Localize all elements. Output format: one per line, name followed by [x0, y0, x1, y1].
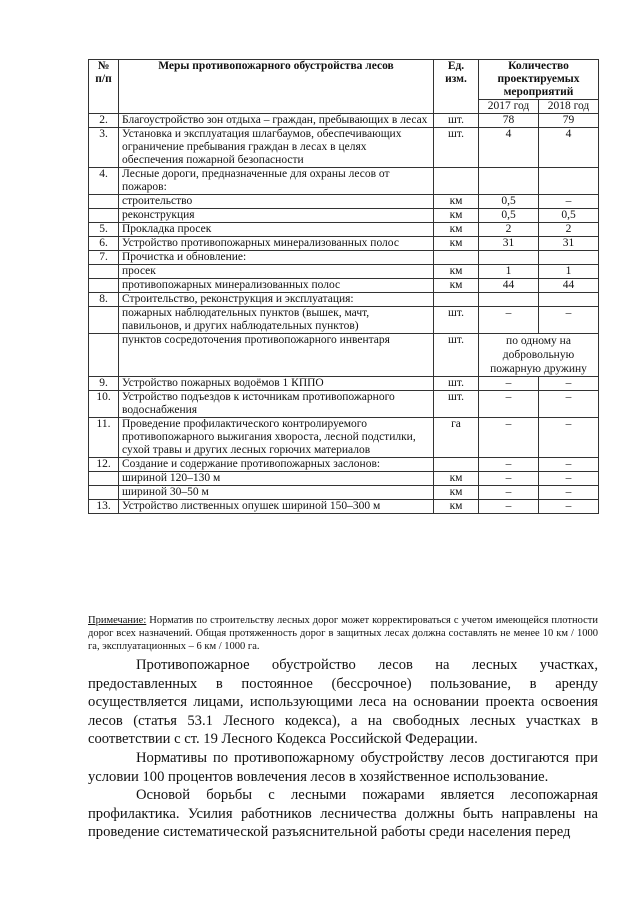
row-unit: км	[434, 223, 479, 237]
table-row	[89, 265, 599, 279]
footnote-text: Норматив по строительству лесных дорог может корректироваться с учетом имеющейся плотности дорог всех назначений. Общая протяженность дорог в защитных лесах должна составлять не менее 10 км / 1000 га, эксплуатационных – 6 км / 1000 га.	[88, 615, 598, 652]
row-value-2018: 44	[539, 279, 599, 293]
row-value-2018: –	[539, 472, 599, 486]
table-row	[89, 307, 599, 334]
row-value-2018: 79	[539, 114, 599, 128]
header-unit: Ед. изм.	[434, 60, 479, 114]
row-unit: км	[434, 486, 479, 500]
row-unit: км	[434, 500, 479, 514]
row-number	[89, 486, 119, 500]
row-text: Лесные дороги, предназначенные для охраны лесов от пожаров:	[119, 168, 434, 195]
table-row	[89, 472, 599, 486]
row-text: просек	[119, 265, 434, 279]
row-number: 4.	[89, 168, 119, 195]
row-unit: км	[434, 195, 479, 209]
header-measures: Меры противопожарного обустройства лесов	[119, 60, 434, 114]
row-unit: шт.	[434, 391, 479, 418]
row-value-2018: –	[539, 458, 599, 472]
row-value-2017: –	[479, 500, 539, 514]
row-value-2017: 31	[479, 237, 539, 251]
row-value-2018: 2	[539, 223, 599, 237]
table-row	[89, 334, 599, 377]
row-number: 6.	[89, 237, 119, 251]
row-text: Строительство, реконструкция и эксплуатация:	[119, 293, 434, 307]
row-unit: шт.	[434, 307, 479, 334]
row-value-2017: 44	[479, 279, 539, 293]
table-row	[89, 237, 599, 251]
row-number: 2.	[89, 114, 119, 128]
row-text: Проведение профилактического контролируемого противопожарного выжигания хвороста, лесной подстилки, сухой травы и других лесных горючих материалов	[119, 418, 434, 458]
row-value-2018: –	[539, 418, 599, 458]
row-number: 3.	[89, 128, 119, 168]
paragraph: Противопожарное обустройство лесов на лесных участках, предоставленных в постоянное (бессрочное) пользование, в аренду осуществляется лицами, использующими леса на основании проекта освоения лесов (статья 53.1 Лесного кодекса), а на свободных лесных участках в соответствии с ст. 19 Лесного Кодекса Российской Федерации.	[88, 657, 598, 748]
row-value-2017: –	[479, 472, 539, 486]
paragraph: Нормативы по противопожарному обустройству лесов достигаются при условии 100 процентов вовлечения лесов в хозяйственное использование.	[88, 749, 598, 785]
row-value-2017: –	[479, 377, 539, 391]
row-number: 12.	[89, 458, 119, 472]
row-value-2018: –	[539, 486, 599, 500]
row-text: Благоустройство зон отдыха – граждан, пребывающих в лесах	[119, 114, 434, 128]
table-body	[89, 114, 599, 514]
table-row	[89, 209, 599, 223]
header-year-2018: 2018 год	[539, 100, 599, 114]
header-number: № п/п	[89, 60, 119, 114]
row-value-2017: 0,5	[479, 195, 539, 209]
row-value-2017: 78	[479, 114, 539, 128]
row-value-2017: 4	[479, 128, 539, 168]
row-number	[89, 334, 119, 377]
row-text: пожарных наблюдательных пунктов (вышек, мачт, павильонов, и других наблюдательных пунктов)	[119, 307, 434, 334]
row-unit: шт.	[434, 334, 479, 377]
table-row	[89, 251, 599, 265]
table-row	[89, 391, 599, 418]
row-value-2018: 31	[539, 237, 599, 251]
row-unit: шт.	[434, 114, 479, 128]
table-row	[89, 486, 599, 500]
row-text: Устройство лиственных опушек шириной 150–300 м	[119, 500, 434, 514]
row-text: Установка и эксплуатация шлагбаумов, обеспечивающих ограничение пребывания граждан в лесах в целях обеспечения пожарной безопасности	[119, 128, 434, 168]
row-text: реконструкция	[119, 209, 434, 223]
table-row	[89, 223, 599, 237]
row-text: Прокладка просек	[119, 223, 434, 237]
row-value-2018	[539, 168, 599, 195]
row-unit: км	[434, 265, 479, 279]
row-number: 7.	[89, 251, 119, 265]
row-value-2017: 1	[479, 265, 539, 279]
row-value-2018: 1	[539, 265, 599, 279]
row-value-2017: 0,5	[479, 209, 539, 223]
row-value-2017: –	[479, 486, 539, 500]
table-footnote	[88, 614, 598, 653]
row-unit	[434, 458, 479, 472]
fire-measures-table	[88, 59, 599, 514]
table-row	[89, 500, 599, 514]
row-unit: шт.	[434, 128, 479, 168]
row-value-2018	[539, 251, 599, 265]
row-value-2017	[479, 251, 539, 265]
row-value-2017	[479, 293, 539, 307]
row-unit: шт.	[434, 377, 479, 391]
row-text: пунктов сосредоточения противопожарного инвентаря	[119, 334, 434, 377]
row-number: 13.	[89, 500, 119, 514]
row-text: противопожарных минерализованных полос	[119, 279, 434, 293]
table-row	[89, 279, 599, 293]
row-value-2018: –	[539, 391, 599, 418]
row-unit	[434, 293, 479, 307]
row-number: 8.	[89, 293, 119, 307]
row-value-2018: 4	[539, 128, 599, 168]
row-text: Устройство подъездов к источникам противопожарного водоснабжения	[119, 391, 434, 418]
row-value-merged: по одному на добровольную пожарную дружину	[479, 334, 599, 377]
row-unit: км	[434, 209, 479, 223]
row-number: 5.	[89, 223, 119, 237]
table-row	[89, 418, 599, 458]
row-text: Устройство противопожарных минерализованных полос	[119, 237, 434, 251]
row-unit: км	[434, 237, 479, 251]
row-value-2018: –	[539, 307, 599, 334]
table-row	[89, 128, 599, 168]
body-text	[88, 656, 598, 842]
row-value-2018: –	[539, 195, 599, 209]
table-row	[89, 114, 599, 128]
row-text: Прочистка и обновление:	[119, 251, 434, 265]
table-row	[89, 377, 599, 391]
row-value-2017: –	[479, 418, 539, 458]
row-number	[89, 209, 119, 223]
table-row	[89, 168, 599, 195]
row-unit	[434, 251, 479, 265]
row-number	[89, 472, 119, 486]
row-value-2018: 0,5	[539, 209, 599, 223]
row-number	[89, 279, 119, 293]
row-number: 11.	[89, 418, 119, 458]
row-value-2018	[539, 293, 599, 307]
row-text: шириной 30–50 м	[119, 486, 434, 500]
row-number: 10.	[89, 391, 119, 418]
table-row	[89, 458, 599, 472]
row-unit: км	[434, 472, 479, 486]
row-value-2017: –	[479, 458, 539, 472]
row-value-2017: –	[479, 391, 539, 418]
row-text: шириной 120–130 м	[119, 472, 434, 486]
row-text: строительство	[119, 195, 434, 209]
row-value-2017: –	[479, 307, 539, 334]
row-text: Устройство пожарных водоёмов 1 КППО	[119, 377, 434, 391]
header-year-2017: 2017 год	[479, 100, 539, 114]
row-text: Создание и содержание противопожарных заслонов:	[119, 458, 434, 472]
row-number	[89, 195, 119, 209]
row-number: 9.	[89, 377, 119, 391]
row-unit	[434, 168, 479, 195]
row-number	[89, 307, 119, 334]
row-value-2018: –	[539, 500, 599, 514]
row-value-2017: 2	[479, 223, 539, 237]
row-number	[89, 265, 119, 279]
row-unit: га	[434, 418, 479, 458]
row-unit: км	[434, 279, 479, 293]
paragraph: Основой борьбы с лесными пожарами является лесопожарная профилактика. Усилия работников лесничества должны быть направлены на проведение систематической разъяснительной работы среди населения перед	[88, 787, 598, 841]
header-quantity: Количество проектируемых мероприятий	[479, 60, 599, 100]
table-row	[89, 293, 599, 307]
table-row	[89, 195, 599, 209]
footnote-label: Примечание:	[88, 615, 147, 626]
row-value-2017	[479, 168, 539, 195]
row-value-2018: –	[539, 377, 599, 391]
